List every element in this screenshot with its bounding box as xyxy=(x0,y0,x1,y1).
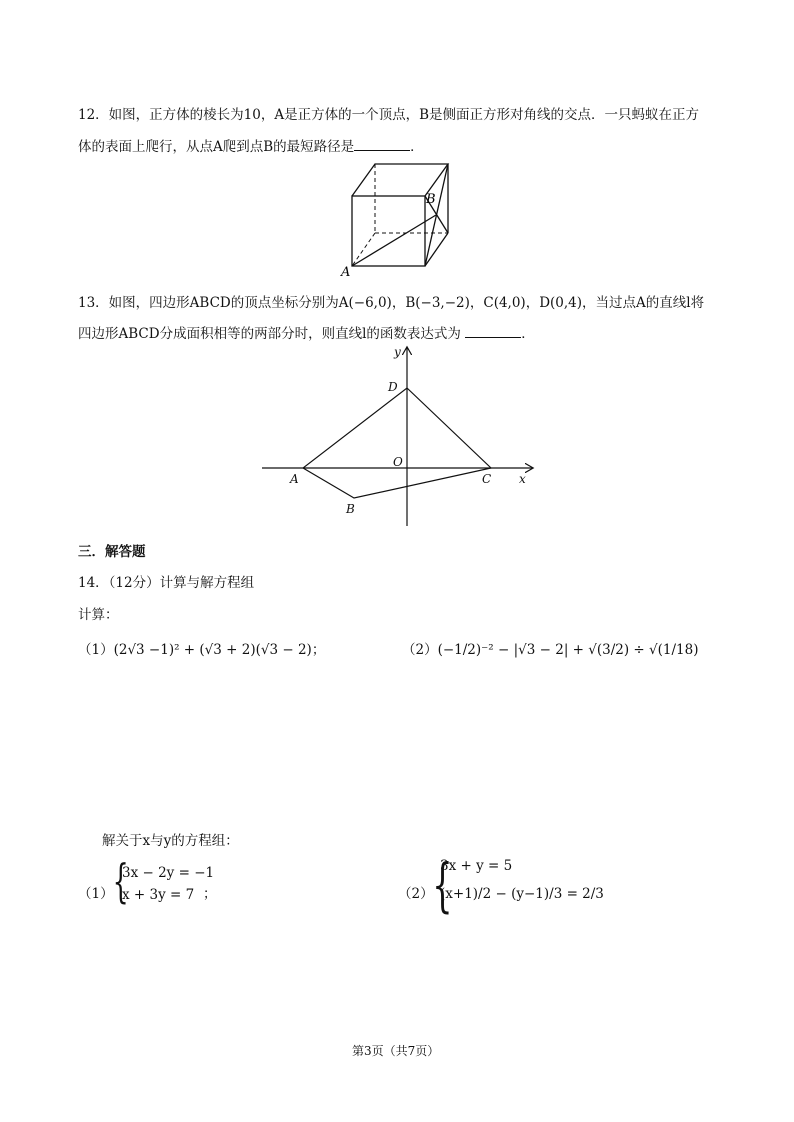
system-2-tag: （2） xyxy=(398,886,434,902)
q13-line2-end: ． xyxy=(521,326,535,342)
calc-1-expr: (2√3 −1)² + (√3 + 2)(√3 − 2)； xyxy=(113,642,326,658)
cube-figure xyxy=(335,158,465,280)
q13-line2-text: 四边形ABCD分成面积相等的两部分时，则直线l的函数表达式为 xyxy=(78,326,461,342)
calc-1-tag: （1） xyxy=(78,642,114,658)
calc-label: 计算： xyxy=(78,607,119,623)
answer-blank-12 xyxy=(354,138,410,151)
calc-2-tag: （2） xyxy=(402,642,438,658)
system-2-eq2: (x+1)/2 − (y−1)/3 = 2/3 xyxy=(440,886,604,902)
cube-label-b: B xyxy=(426,192,436,207)
section-title: 三．解答题 xyxy=(78,544,146,560)
q12-line2 xyxy=(78,135,424,155)
system-2-brace: { xyxy=(432,851,453,919)
calc-2 xyxy=(402,638,698,658)
system-1-eq1: 3x − 2y = −1 xyxy=(122,865,215,881)
q12-line2-end: ． xyxy=(410,139,424,155)
q14-heading: 14．（12分）计算与解方程组 xyxy=(78,575,255,591)
label-d: D xyxy=(388,380,398,394)
q12-line1: 12．如图，正方体的棱长为10，A是正方体的一个顶点，B是侧面正方形对角线的交点．一只蚂蚁在正方 xyxy=(78,107,700,123)
q13-line1: 13．如图，四边形ABCD的顶点坐标分别为A(−6,0)，B(−3,−2)，C(4,0)，D(0,4)，当过点A的直线l将 xyxy=(78,295,705,311)
system-1-tag: （1） xyxy=(78,886,114,902)
label-a: A xyxy=(290,472,299,486)
system-1-brace: { xyxy=(112,854,129,908)
answer-blank-13 xyxy=(465,325,521,338)
q13-line2 xyxy=(78,322,535,342)
calc-2-expr: (−1/2)⁻² − |√3 − 2| + √(3/2) ÷ √(1/18) xyxy=(437,642,699,658)
label-origin: O xyxy=(393,455,403,469)
label-b: B xyxy=(346,502,355,516)
calc-1 xyxy=(78,638,325,658)
q12-line2-text: 体的表面上爬行，从点A爬到点B的最短路径是 xyxy=(78,139,355,155)
page-footer: 第3页（共7页） xyxy=(352,1044,440,1058)
system-1-end: ； xyxy=(203,886,217,902)
label-x-axis: x xyxy=(519,472,526,486)
system-1-eq2: x + 3y = 7 xyxy=(122,887,195,903)
cube-label-a: A xyxy=(341,265,351,280)
quadrilateral-figure xyxy=(258,340,538,530)
label-y-axis: y xyxy=(394,345,401,359)
system-2-eq1: 3x + y = 5 xyxy=(440,858,513,874)
quadrilateral-abcd xyxy=(303,388,491,498)
solve-label: 解关于x与y的方程组： xyxy=(102,833,239,849)
label-c: C xyxy=(482,472,492,486)
